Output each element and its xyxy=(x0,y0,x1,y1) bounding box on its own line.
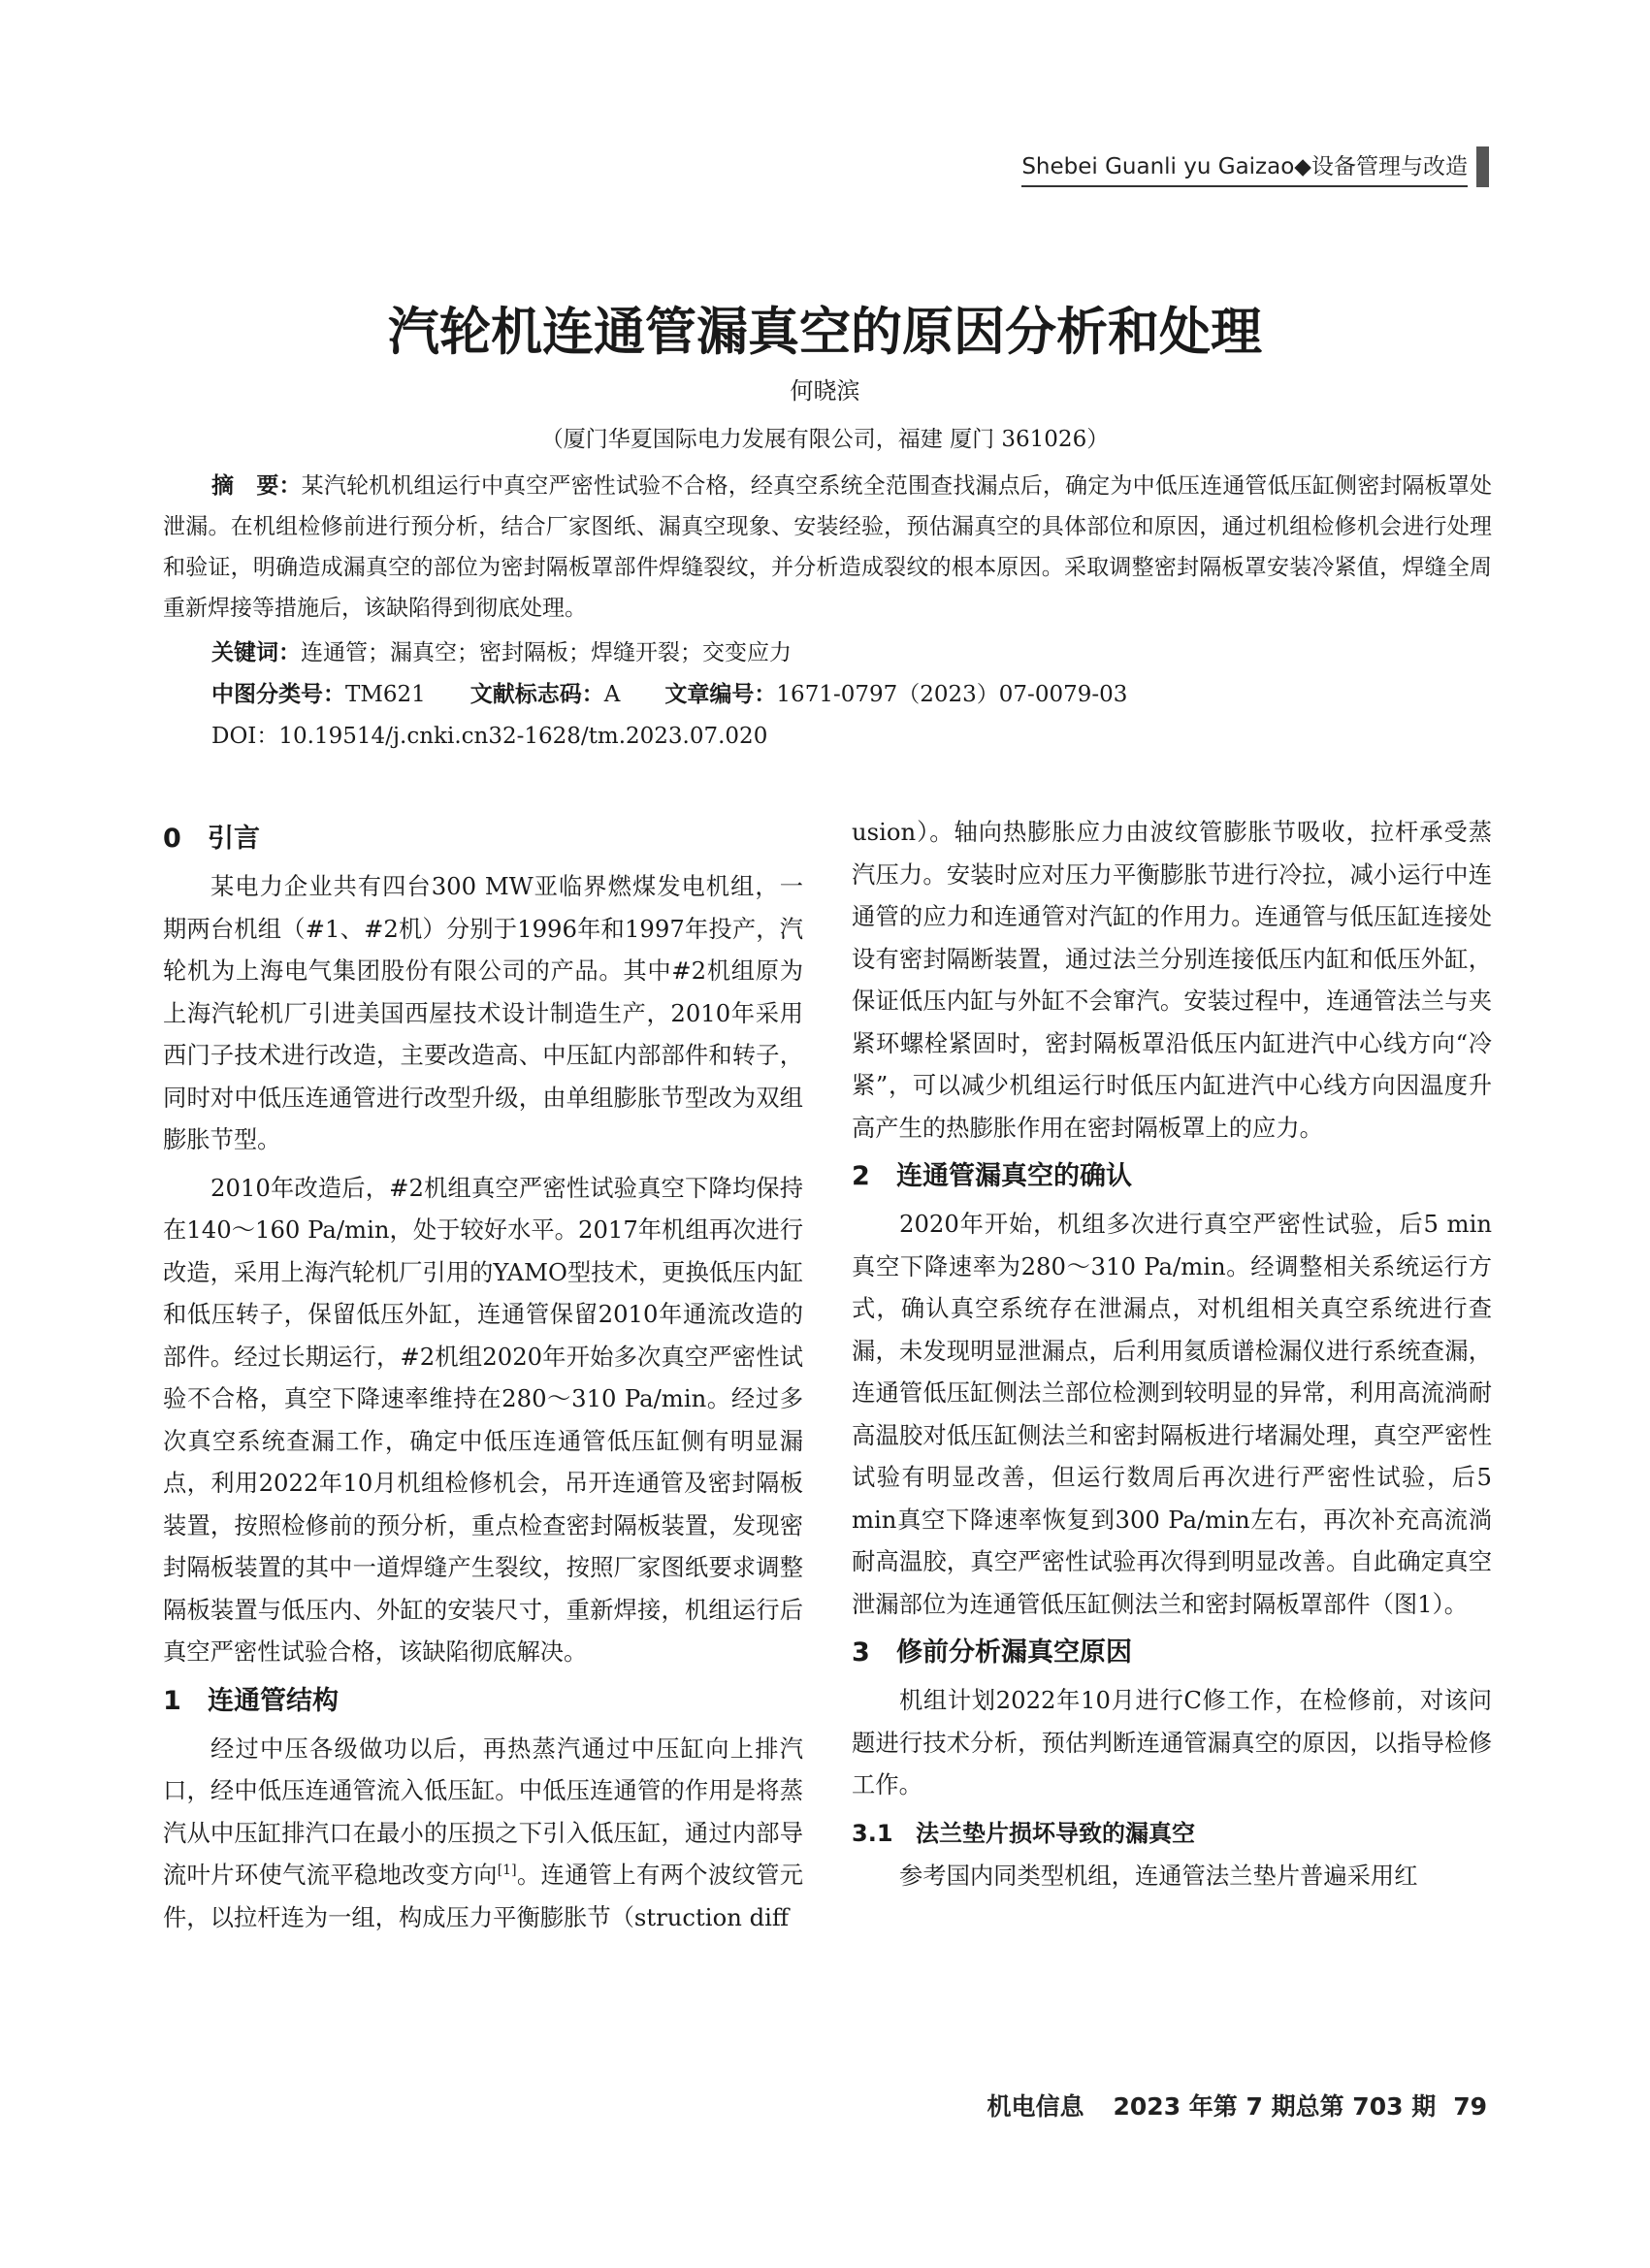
body-column-left xyxy=(163,813,803,1944)
section-number: 2 xyxy=(852,1161,870,1191)
section-title: 法兰垫片损坏导致的漏真空 xyxy=(916,1819,1195,1847)
section-number: 1 xyxy=(163,1685,181,1716)
section-number: 3 xyxy=(852,1637,870,1668)
section-title: 连通管漏真空的确认 xyxy=(896,1161,1132,1191)
running-head-text: Shebei Guanli yu Gaizao◆设备管理与改造 xyxy=(1021,148,1468,187)
article-number-value: 1671-0797（2023）07-0079-03 xyxy=(776,682,1128,707)
classification-line xyxy=(211,676,1127,708)
abstract-label: 摘 要： xyxy=(211,473,302,499)
page-number: 79 xyxy=(1453,2092,1487,2121)
body-column-right xyxy=(852,811,1492,1902)
section-title: 引言 xyxy=(208,824,260,854)
section-number: 3.1 xyxy=(852,1819,893,1847)
issue-info: 2023 年第 7 期总第 703 期 xyxy=(1113,2092,1437,2121)
author: 何晓滨 xyxy=(790,377,860,405)
doi-line xyxy=(211,718,767,750)
page-footer xyxy=(987,2088,1488,2122)
keywords-label: 关键词： xyxy=(211,640,301,665)
abstract-text: 某汽轮机机组运行中真空严密性试验不合格，经真空系统全范围查找漏点后，确定为中低压连通管低压缸侧密封隔板罩处泄漏。在机组检修前进行预分析，结合厂家图纸、漏真空现象、安装经验，预估漏真空的具体部位和原因，通过机组检修机会进行处理和验证，明确造成漏真空的部位为密封隔板罩部件焊缝裂纹，并分析造成裂纹的根本原因。采取调整密封隔板罩安装冷紧值，焊缝全周重新焊接等措施后，该缺陷得到彻底处理。 xyxy=(163,473,1493,621)
section-title: 修前分析漏真空原因 xyxy=(896,1637,1132,1668)
keywords-text: 连通管；漏真空；密封隔板；焊缝开裂；交变应力 xyxy=(301,640,792,665)
running-head xyxy=(1021,146,1489,187)
clc-value: TM621 xyxy=(345,682,426,707)
paragraph: 2010年改造后，#2机组真空严密性试验真空下降均保持在140～160 Pa/min，处于较好水平。2017年机组再次进行改造，采用上海汽轮机厂引用的YAMO型技术，更换低压内缸和低压转子，保留低压外缸，连通管保留2010年通流改造的部件。经过长期运行，#2机组2020年开始多次真空严密性试验不合格，真空下降速率维持在280～310 Pa/min。经过多次真空系统查漏工作，确定中低压连通管低压缸侧有明显漏点，利用2022年10月机组检修机会，吊开连通管及密封隔板装置，按照检修前的预分析，重点检查密封隔板装置，发现密封隔板装置的其中一道焊缝产生裂纹，按照厂家图纸要求调整隔板装置与低压内、外缸的安装尺寸，重新焊接，机组运行后真空严密性试验合格，该缺陷彻底解决。 xyxy=(163,1173,803,1666)
article-number-label: 文章编号： xyxy=(664,682,777,707)
citation-ref: [1] xyxy=(497,1863,517,1878)
section-heading-1 xyxy=(163,1679,803,1724)
paragraph-continued: usion）。轴向热膨胀应力由波纹管膨胀节吸收，拉杆承受蒸汽压力。安装时应对压力平衡膨胀节进行冷拉，减小运行中连通管的应力和连通管对汽缸的作用力。连通管与低压缸连接处设有密封隔断装置，通过法兰分别连接低压内缸和低压外缸，保证低压内缸与外缸不会窜汽。安装过程中，连通管法兰与夹紧环螺栓紧固时，密封隔板罩沿低压内缸进汽中心线方向“冷紧”，可以减少机组运行时低压内缸进汽中心线方向因温度升高产生的热膨胀作用在密封隔板罩上的应力。 xyxy=(852,818,1492,1142)
paragraph xyxy=(163,1728,803,1939)
section-number: 0 xyxy=(163,824,181,854)
section-heading-3 xyxy=(852,1631,1492,1675)
paragraph-text: 。连通管上有两个波纹管元件，以拉杆连为一组，构成压力平衡膨胀节（struction diff xyxy=(163,1861,804,1931)
paragraph-text: 经过中压各级做功以后，再热蒸汽通过中压缸向上排汽口，经中低压连通管流入低压缸。中低压连通管的作用是将蒸汽从中压缸排汽口在最小的压损之下引入低压缸，通过内部导流叶片环使气流平稳地改变方向 xyxy=(163,1733,803,1889)
running-head-bar xyxy=(1476,146,1489,187)
doc-code-value: A xyxy=(603,682,621,707)
article-title: 汽轮机连通管漏真空的原因分析和处理 xyxy=(388,303,1262,362)
clc-label: 中图分类号： xyxy=(211,682,345,707)
abstract xyxy=(163,466,1492,629)
doi-label: DOI： xyxy=(211,724,279,749)
keywords xyxy=(211,634,792,666)
section-title: 连通管结构 xyxy=(208,1685,339,1716)
section-heading-2 xyxy=(852,1154,1492,1199)
section-heading-0 xyxy=(163,817,803,861)
subsection-heading-3-1 xyxy=(852,1812,1492,1855)
paragraph: 参考国内同类型机组，连通管法兰垫片普遍采用红 xyxy=(899,1861,1418,1890)
paragraph: 某电力企业共有四台300 MW亚临界燃煤发电机组，一期两台机组（#1、#2机）分别于1996年和1997年投产，汽轮机为上海电气集团股份有限公司的产品。其中#2机组原为上海汽轮机厂引进美国西屋技术设计制造生产，2010年采用西门子技术进行改造，主要改造高、中压缸内部部件和转子，同时对中低压连通管进行改型升级，由单组膨胀节型改为双组膨胀节型。 xyxy=(163,872,803,1153)
affiliation: （厦门华夏国际电力发展有限公司，福建 厦门 361026） xyxy=(540,427,1110,452)
doc-code-label: 文献标志码： xyxy=(469,682,604,707)
paragraph: 2020年开始，机组多次进行真空严密性试验，后5 min真空下降速率为280～310 Pa/min。经调整相关系统运行方式，确认真空系统存在泄漏点，对机组相关真空系统进行查漏，未发现明显泄漏点，后利用氦质谱检漏仪进行系统查漏，连通管低压缸侧法兰部位检测到较明显的异常，利用高流淌耐高温胶对低压缸侧法兰和密封隔板进行堵漏处理，真空严密性试验有明显改善，但运行数周后再次进行严密性试验，后5 min真空下降速率恢复到300 Pa/min左右，再次补充高流淌耐高温胶，真空严密性试验再次得到明显改善。自此确定真空泄漏部位为连通管低压缸侧法兰和密封隔板罩部件（图1）。 xyxy=(852,1210,1492,1618)
journal-name: 机电信息 xyxy=(987,2092,1084,2121)
paragraph: 机组计划2022年10月进行C修工作，在检修前，对该问题进行技术分析，预估判断连通管漏真空的原因，以指导检修工作。 xyxy=(852,1686,1492,1798)
doi-value: 10.19514/j.cnki.cn32-1628/tm.2023.07.020 xyxy=(278,724,768,749)
